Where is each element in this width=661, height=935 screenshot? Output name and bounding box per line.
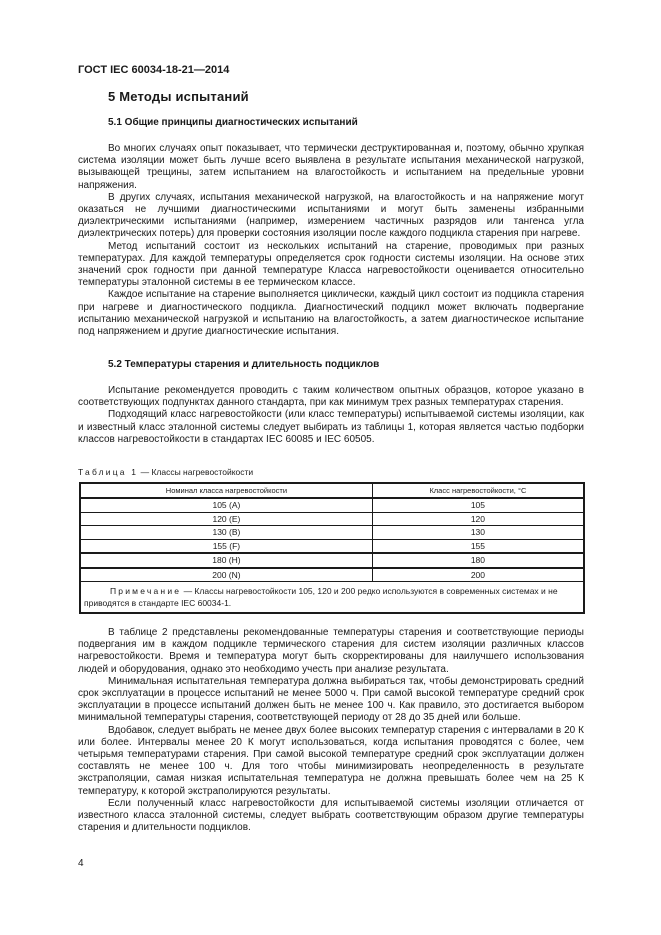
table-cell: 200 (N): [80, 568, 372, 582]
section-5-1-body: [78, 143, 584, 338]
paragraph: Минимальная испытательная температура должна выбираться так, чтобы демонстрировать средний срок эксплуатации в процессе испытаний не менее 5000 ч. При самой высокой температуре средний срок эксплуатации в процессе испытаний должен быть не менее 100 ч. Как правило, это достигается выбором минимальной температуры старения, соответствующей периоду от 28 до 35 дней или больше.: [78, 675, 584, 724]
paragraph: Испытание рекомендуется проводить с таким количеством опытных образцов, которое указано в соответствующих подпунктах данного стандарта, при как минимум трех разных температурах старения.: [78, 385, 584, 409]
table-note-row: [80, 582, 584, 614]
paragraph: Каждое испытание на старение выполняется циклически, каждый цикл состоит из подцикла старения при нагреве и диагностического подцикла. Диагностический подцикл может включать подвергание испытанию механической нагрузкой и испытанию на влагостойкость, а затем диагностическое испытание под напряжением и другие диагностические испытания.: [78, 289, 584, 338]
table-row: [80, 568, 584, 582]
paragraph: Подходящий класс нагревостойкости (или класс температуры) испытываемой системы изоляции, как и известный класс эталонной системы следует выбирать из таблицы 1, которая является частью подборки классов нагревостойкости в стандартах IEC 60085 и IEC 60505.: [78, 409, 584, 445]
paragraph: Если полученный класс нагревостойкости для испытываемой системы изоляции отличается от известного класса эталонной системы, следует выбрать соответствующим образом другие температуры старения и длительности подциклов.: [78, 797, 584, 834]
paragraph: Во многих случаях опыт показывает, что термически деструктированная и, поэтому, обычно хрупкая система изоляции может быть лучше всего выявлена в результате испытания механической нагрузкой, вызывающей трещины, затем испытанием на влагостойкость и испытанием на предельные уровни напряжения.: [78, 143, 584, 191]
column-header: Класс нагревостойкости, °С: [372, 483, 584, 498]
table-1-caption-text: — Классы нагревостойкости: [138, 467, 254, 477]
section-5-1-title: 5.1 Общие принципы диагностических испытаний: [108, 117, 358, 128]
paragraph: Вдобавок, следует выбрать не менее двух более высоких температур старения с интервалами в 20 К или более. Интервалы менее 20 К могут использоваться, когда испытания проводятся с более, чем четырьмя температурами старения. При самой высокой температуре средний срок эксплуатации должен составлять не менее 100 ч. Для того чтобы минимизировать неопределенность в результате экстраполяции, самая низкая испытательная температура не должна превышать более чем на 25 К температуру, к которой экстраполируются результаты.: [78, 724, 584, 797]
table-cell: 155 (F): [80, 539, 372, 553]
table-note: [80, 582, 584, 614]
paragraph: В таблице 2 представлены рекомендованные температуры старения и соответствующие периоды подвергания им в каждом подцикле термического старения для систем изоляции различных классов нагревостойкости. Время и температура могут быть скорректированы для наилучшего использования людей и оборудования, однако это необходимо учесть при анализе результата.: [78, 627, 584, 675]
table-1-heat-classes: [79, 482, 585, 614]
table-1-caption-label: Таблица 1: [78, 467, 139, 477]
table-cell: 155: [372, 539, 584, 553]
table-row: [80, 539, 584, 553]
table-cell: 130: [372, 526, 584, 540]
paragraph: В других случаях, испытания механической нагрузкой, на влагостойкость и на напряжение могут оказаться не лучшими диагностическими испытаниями и могут быть заменены избранными диэлектрическими испытаниями (например, измерением частичных разрядов или тангенса угла диэлектрических потерь) для проверки состояния изоляции после каждого подцикла старения при нагреве.: [78, 191, 584, 240]
table-row: [80, 512, 584, 526]
section-5-2-title: 5.2 Температуры старения и длительность подциклов: [108, 359, 380, 370]
table-row: [80, 553, 584, 568]
section-5-2-intro: [78, 385, 584, 446]
table-1-caption: [78, 467, 253, 477]
table-cell: 105: [372, 498, 584, 512]
table-cell: 105 (A): [80, 498, 372, 512]
table-cell: 120: [372, 512, 584, 526]
table-cell: 130 (B): [80, 526, 372, 540]
document-id-header: ГОСТ IEC 60034-18-21—2014: [78, 64, 230, 76]
table-cell: 180: [372, 553, 584, 568]
section-5-2-body: [78, 627, 584, 834]
table-note-text: — Классы нагревостойкости 105, 120 и 200 редко используются в современных системах и не приводятся в стандарте IEC 60034-1.: [84, 586, 558, 608]
paragraph: Метод испытаний состоит из нескольких испытаний на старение, проводимых при разных температурах. Для каждой температуры определяется срок годности системы изоляции. На основе этих значений срок годности при данной температуре Класса нагревостойкости оценивается относительно температуры эталонной системы в ее термическом классе.: [78, 240, 584, 289]
section-5-title: 5 Методы испытаний: [108, 89, 249, 104]
table-header-row: [80, 483, 584, 498]
table-note-label: Примечание: [110, 586, 182, 596]
column-header: Номинал класса нагревостойкости: [80, 483, 372, 498]
table-row: [80, 498, 584, 512]
table-row: [80, 526, 584, 540]
table-cell: 200: [372, 568, 584, 582]
table-cell: 120 (E): [80, 512, 372, 526]
table-cell: 180 (H): [80, 553, 372, 568]
page-number: 4: [78, 858, 84, 869]
